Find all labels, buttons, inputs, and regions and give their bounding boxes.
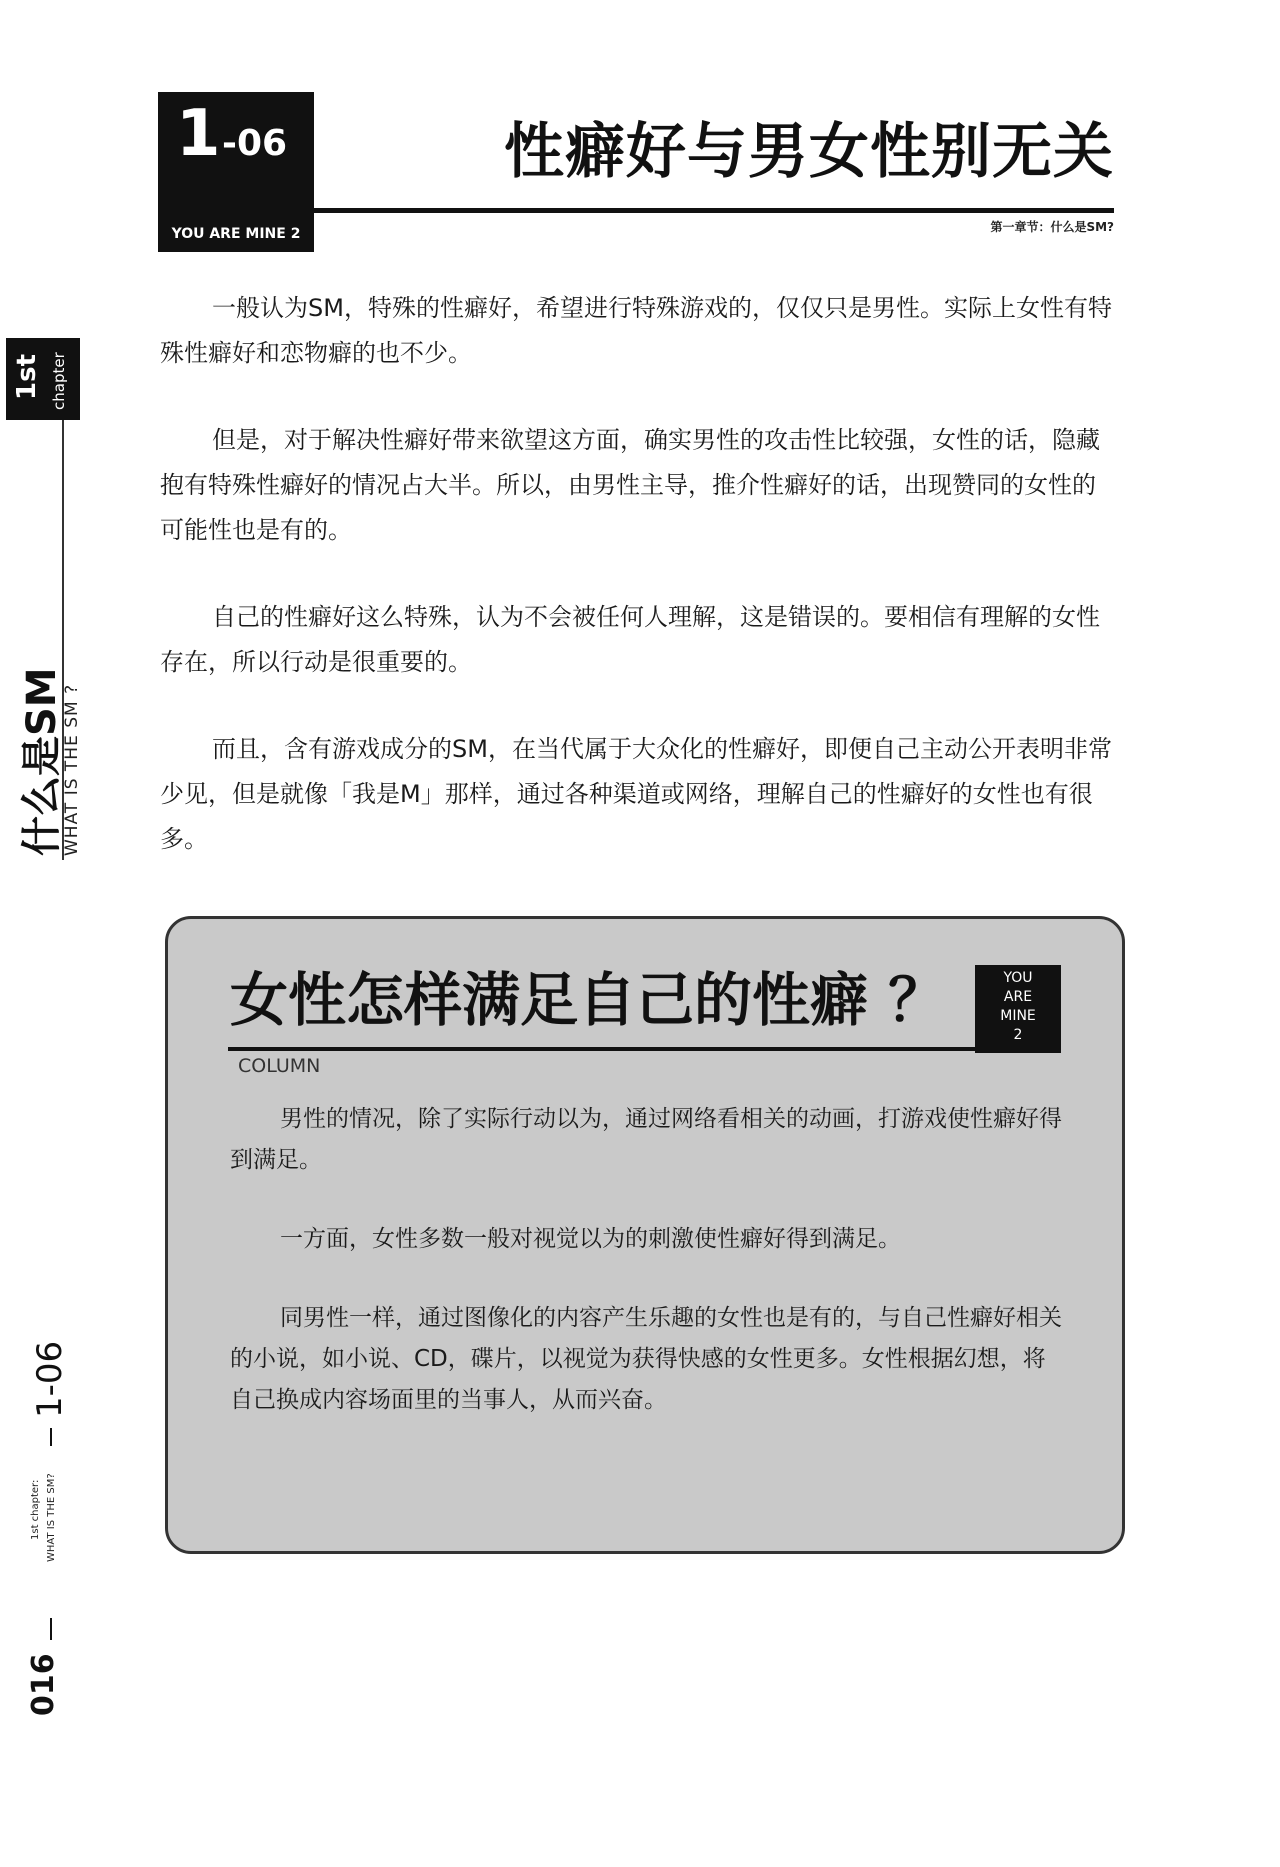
page-number-separator	[50, 1618, 52, 1640]
chapter-subtitle: 第一章节：什么是SM?	[990, 220, 1114, 234]
badge-line: 2	[1013, 1027, 1023, 1043]
section-major-number: 1	[176, 97, 221, 171]
section-number-box	[158, 92, 314, 252]
badge-line: YOU	[1003, 970, 1033, 986]
body-text	[160, 286, 1116, 904]
badge-line: ARE	[1003, 989, 1033, 1005]
title-divider	[314, 208, 1114, 213]
column-paragraph: 一方面，女性多数一般对视觉以为的刺激使性癖好得到满足。	[280, 1226, 901, 1252]
chapter-english-title: WHAT IS THE SM ?	[62, 683, 82, 856]
chapter-number: 1st	[12, 354, 42, 400]
column-title: 女性怎样满足自己的性癖 ？	[230, 966, 947, 1034]
chapter-word: chapter	[50, 352, 68, 410]
column-paragraph: 同男性一样，通过图像化的内容产生乐趣的女性也是有的，与自己性癖好相关的小说，如小说、CD，碟片，以视觉为获得快感的女性更多。女性根据幻想，将自己换成内容场面里的当事人，从而兴奋。	[230, 1305, 1062, 1413]
page-number: 016	[26, 1653, 61, 1716]
column-box	[165, 916, 1125, 1554]
body-paragraph: 而且，含有游戏成分的SM，在当代属于大众化的性癖好，即便自己主动公开表明非常少见，但是就像「我是M」那样，通过各种渠道或网络，理解自己的性癖好的女性也有很多。	[160, 735, 1112, 853]
badge-line: MINE	[1000, 1008, 1036, 1024]
body-paragraph: 自己的性癖好这么特殊，认为不会被任何人理解，这是错误的。要相信有理解的女性存在，所以行动是很重要的。	[160, 603, 1100, 676]
chapter-title: 什么是SM	[19, 667, 65, 856]
column-badge	[975, 965, 1061, 1053]
column-text	[230, 1099, 1066, 1459]
sidebar-section-number: 1-06	[30, 1340, 70, 1418]
sidebar-chapter-small: 1st chapter:	[30, 1479, 41, 1540]
series-label: YOU ARE MINE 2	[171, 226, 301, 242]
section-minor-number: -06	[222, 123, 288, 164]
column-paragraph: 男性的情况，除了实际行动以为，通过网络看相关的动画，打游戏使性癖好得到满足。	[230, 1106, 1062, 1173]
body-paragraph: 但是，对于解决性癖好带来欲望这方面，确实男性的攻击性比较强，女性的话，隐藏抱有特殊性癖好的情况占大半。所以，由男性主导，推介性癖好的话，出现赞同的女性的可能性也是有的。	[160, 426, 1100, 544]
body-paragraph: 一般认为SM，特殊的性癖好，希望进行特殊游戏的，仅仅只是男性。实际上女性有特殊性癖好和恋物癖的也不少。	[160, 294, 1112, 367]
sidebar-separator	[50, 1428, 52, 1446]
sidebar-chapter-small-eng: WHAT IS THE SM?	[46, 1473, 57, 1562]
page-title: 性癖好与男女性别无关	[504, 117, 1114, 187]
column-title-divider	[228, 1047, 980, 1051]
column-label: COLUMN	[238, 1055, 321, 1077]
